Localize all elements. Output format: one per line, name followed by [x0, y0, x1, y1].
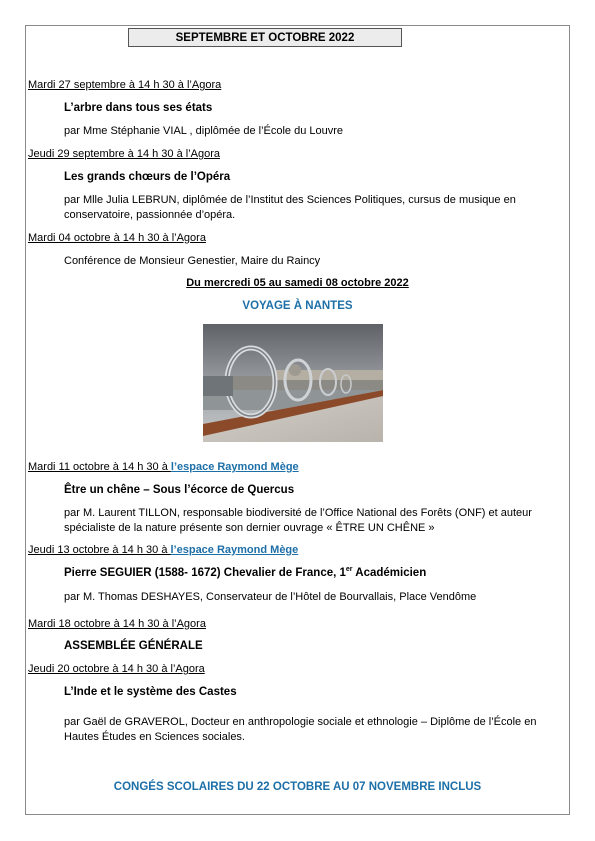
event-date: Jeudi 20 octobre à 14 h 30 à l’Agora [28, 663, 205, 675]
event-title: Les grands chœurs de l’Opéra [64, 171, 231, 183]
event-description: par Mme Stéphanie VIAL , diplômée de l’École du Louvre [64, 125, 344, 137]
event-description: par M. Thomas DESHAYES, Conservateur de l’Hôtel de Bourvallais, Place Vendôme [64, 591, 477, 603]
trip-dates: Du mercredi 05 au samedi 08 octobre 2022 [186, 277, 409, 289]
event-date [28, 461, 299, 473]
event-description: par Gaël de GRAVEROL, Docteur en anthropologie sociale et ethnologie – Diplôme de l’École en Hautes Études en Sciences sociales. [64, 716, 537, 743]
venue-link[interactable]: l’espace Raymond Mège [170, 544, 299, 556]
event-title: L’arbre dans tous ses états [64, 102, 213, 114]
event-title-text: Pierre SEGUIER (1588- 1672) Chevalier de France, 1 [64, 567, 346, 579]
event-title-sup: er [345, 566, 353, 574]
event-description: Conférence de Monsieur Genestier, Maire du Raincy [64, 255, 321, 267]
event-title [64, 567, 426, 579]
trip-title: VOYAGE À NANTES [242, 300, 353, 312]
event-date: Mardi 18 octobre à 14 h 30 à l’Agora [28, 618, 206, 630]
event-title: L’Inde et le système des Castes [64, 686, 237, 698]
event-description: par M. Laurent TILLON, responsable biodiversité de l’Office National des Forêts (ONF) et auteur spécialiste de la nature présente son dernier ouvrage « ÊTRE UN CHÊNE » [64, 507, 532, 534]
page-title: SEPTEMBRE ET OCTOBRE 2022 [128, 28, 402, 47]
event-title: ASSEMBLÉE GÉNÉRALE [64, 640, 203, 652]
event-title-end: Académicien [352, 567, 427, 579]
event-title: Être un chêne – Sous l’écorce de Quercus [64, 484, 295, 496]
event-date-text: Mardi 11 octobre à 14 h 30 à [28, 461, 171, 473]
nantes-rings-photo [203, 324, 383, 442]
event-date: Mardi 27 septembre à 14 h 30 à l’Agora [28, 79, 222, 91]
venue-link[interactable]: l’espace Raymond Mège [170, 461, 299, 473]
event-description: par Mlle Julia LEBRUN, diplômée de l’Institut des Sciences Politiques, cursus de musique en conservatoire, passionnée d’opéra. [64, 194, 516, 221]
event-date-text: Jeudi 13 octobre à 14 h 30 à [28, 544, 171, 556]
event-date: Jeudi 29 septembre à 14 h 30 à l’Agora [28, 148, 221, 160]
footer-notice: CONGÉS SCOLAIRES DU 22 OCTOBRE AU 07 NOVEMBRE INCLUS [113, 781, 482, 793]
event-date: Mardi 04 octobre à 14 h 30 à l’Agora [28, 232, 206, 244]
event-date [28, 544, 298, 556]
photo-illustration [203, 324, 383, 442]
